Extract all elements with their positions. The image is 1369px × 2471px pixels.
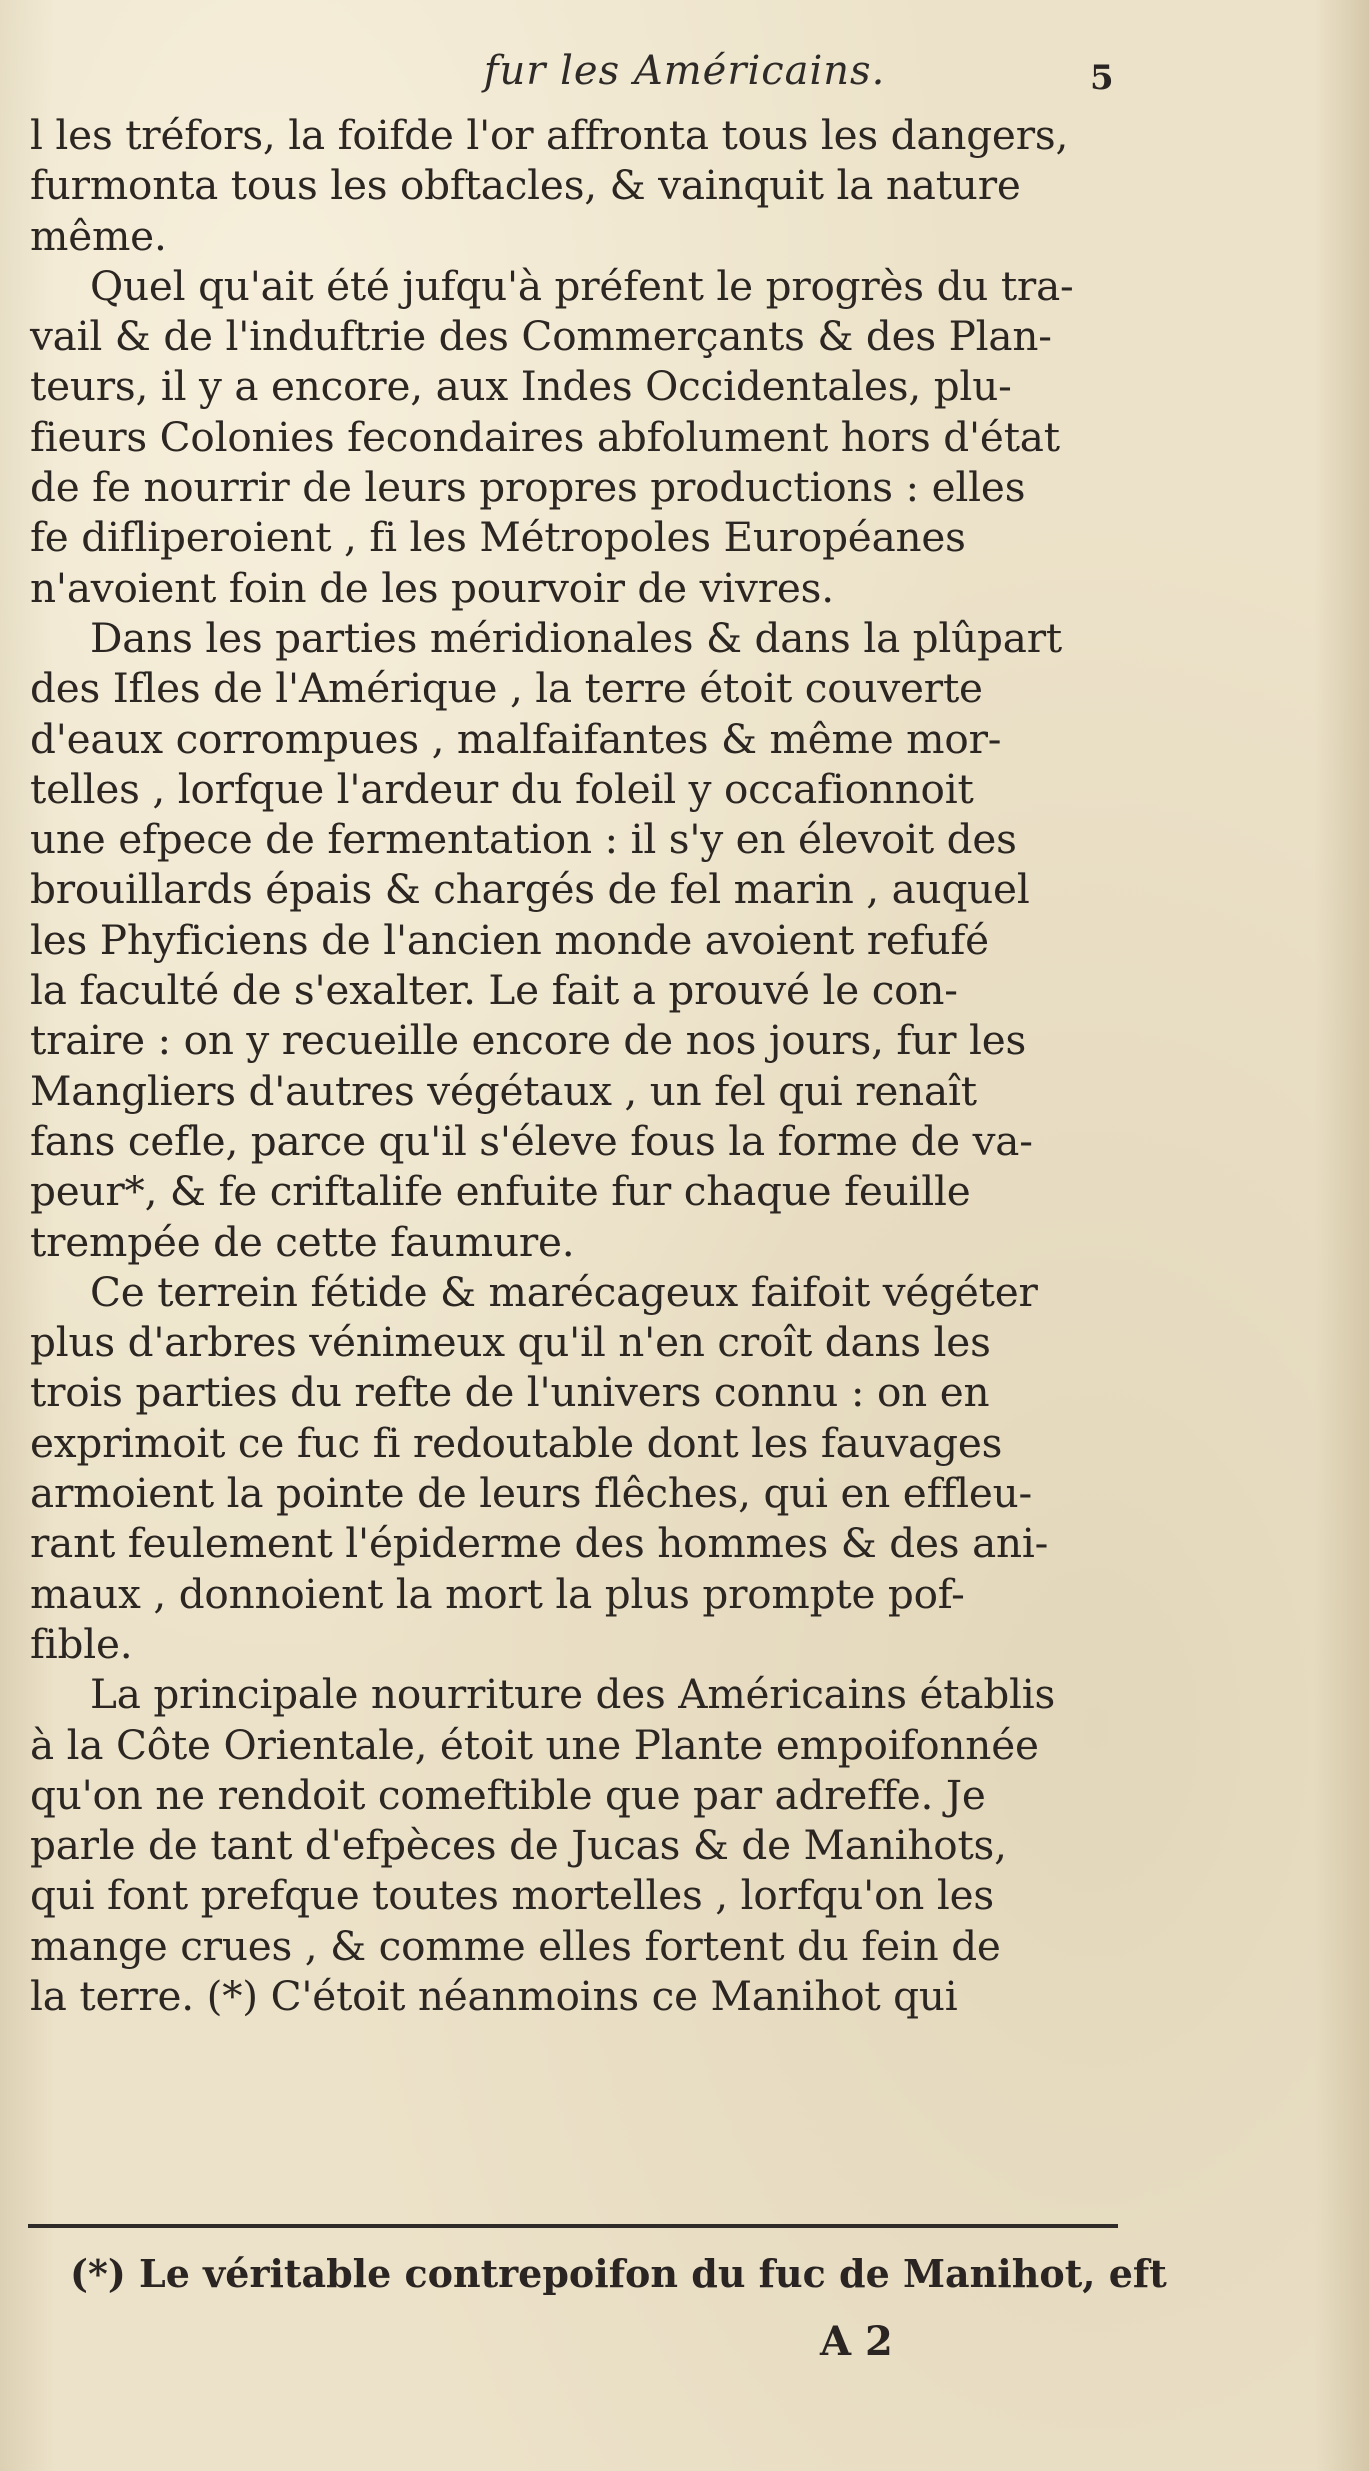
running-head: fur les Américains. [483, 48, 886, 94]
text-line: la terre. (*) C'étoit néanmoins ce Manihot qui [30, 1971, 958, 2020]
text-line: telles , lorfque l'ardeur du foleil y occafionnoit [30, 764, 974, 813]
text-line: armoient la pointe de leurs flêches, qui en effleu- [30, 1469, 1033, 1518]
text-line: plus d'arbres vénimeux qu'il n'en croît dans les [30, 1318, 991, 1367]
text-line: trois parties du refte de l'univers connu : on en [30, 1368, 990, 1417]
text-line: exprimoit ce fuc fi redoutable dont les fauvages [30, 1418, 1003, 1467]
text-line: furmonta tous les obftacles, & vainquit la nature [30, 161, 1021, 210]
text-line: Mangliers d'autres végétaux , un fel qui renaît [30, 1066, 977, 1115]
text-line: les Phyficiens de l'ancien monde avoient refufé [30, 915, 989, 964]
text-line: Quel qu'ait été jufqu'à préfent le progrès du tra- [90, 261, 1074, 310]
body-text [30, 110, 1130, 2021]
text-line: peur*, & fe criftalife enfuite fur chaque feuille [30, 1167, 971, 1216]
text-line: teurs, il y a encore, aux Indes Occidentales, plu- [30, 362, 1012, 411]
text-line: fieurs Colonies fecondaires abfolument hors d'état [30, 412, 1060, 461]
text-line: fe difliperoient , fi les Métropoles Européanes [30, 513, 966, 562]
text-line: l les tréfors, la foifde l'or affronta tous les dangers, [30, 111, 1069, 159]
text-line: des Ifles de l'Amérique , la terre étoit couverte [30, 664, 983, 713]
text-line: même. [30, 211, 167, 260]
text-line: une efpece de fermentation : il s'y en élevoit des [30, 815, 1017, 864]
text-line: la faculté de s'exalter. Le fait a prouvé le con- [30, 966, 958, 1015]
text-line: trempée de cette faumure. [30, 1217, 575, 1266]
signature-mark: A 2 [820, 2318, 893, 2365]
footnote-rule [28, 2224, 1118, 2228]
text-line: d'eaux corrompues , malfaifantes & même mor- [30, 714, 1002, 763]
text-line: Ce terrein fétide & marécageux faifoit végéter [90, 1267, 1038, 1316]
text-line: de fe nourrir de leurs propres productions : elles [30, 463, 1026, 512]
text-line: mange crues , & comme elles fortent du fein de [30, 1921, 1001, 1970]
text-line: qu'on ne rendoit comeftible que par adreffe. Je [30, 1770, 986, 1819]
text-line: La principale nourriture des Américains établis [90, 1670, 1056, 1719]
text-line: Dans les parties méridionales & dans la plûpart [90, 613, 1062, 662]
text-line: vail & de l'induftrie des Commerçants & des Plan- [30, 312, 1052, 361]
text-line: fible. [30, 1619, 133, 1668]
text-line: parle de tant d'efpèces de Jucas & de Manihots, [30, 1821, 1007, 1870]
page-mark: 5 [1090, 58, 1114, 98]
footnote: (*) Le véritable contrepoifon du fuc de Manihot, eft [70, 2251, 1167, 2296]
text-line: à la Côte Orientale, étoit une Plante empoifonnée [30, 1720, 1039, 1769]
text-line: rant feulement l'épiderme des hommes & des ani- [30, 1519, 1049, 1568]
text-line: brouillards épais & chargés de fel marin , auquel [30, 865, 1030, 914]
text-line: maux , donnoient la mort la plus prompte pof- [30, 1569, 965, 1618]
text-line: qui font prefque toutes mortelles , lorfqu'on les [30, 1871, 994, 1920]
text-line: n'avoient foin de les pourvoir de vivres. [30, 563, 834, 612]
text-line: fans cefle, parce qu'il s'éleve fous la forme de va- [30, 1116, 1033, 1165]
text-line: traire : on y recueille encore de nos jours, fur les [30, 1016, 1027, 1065]
